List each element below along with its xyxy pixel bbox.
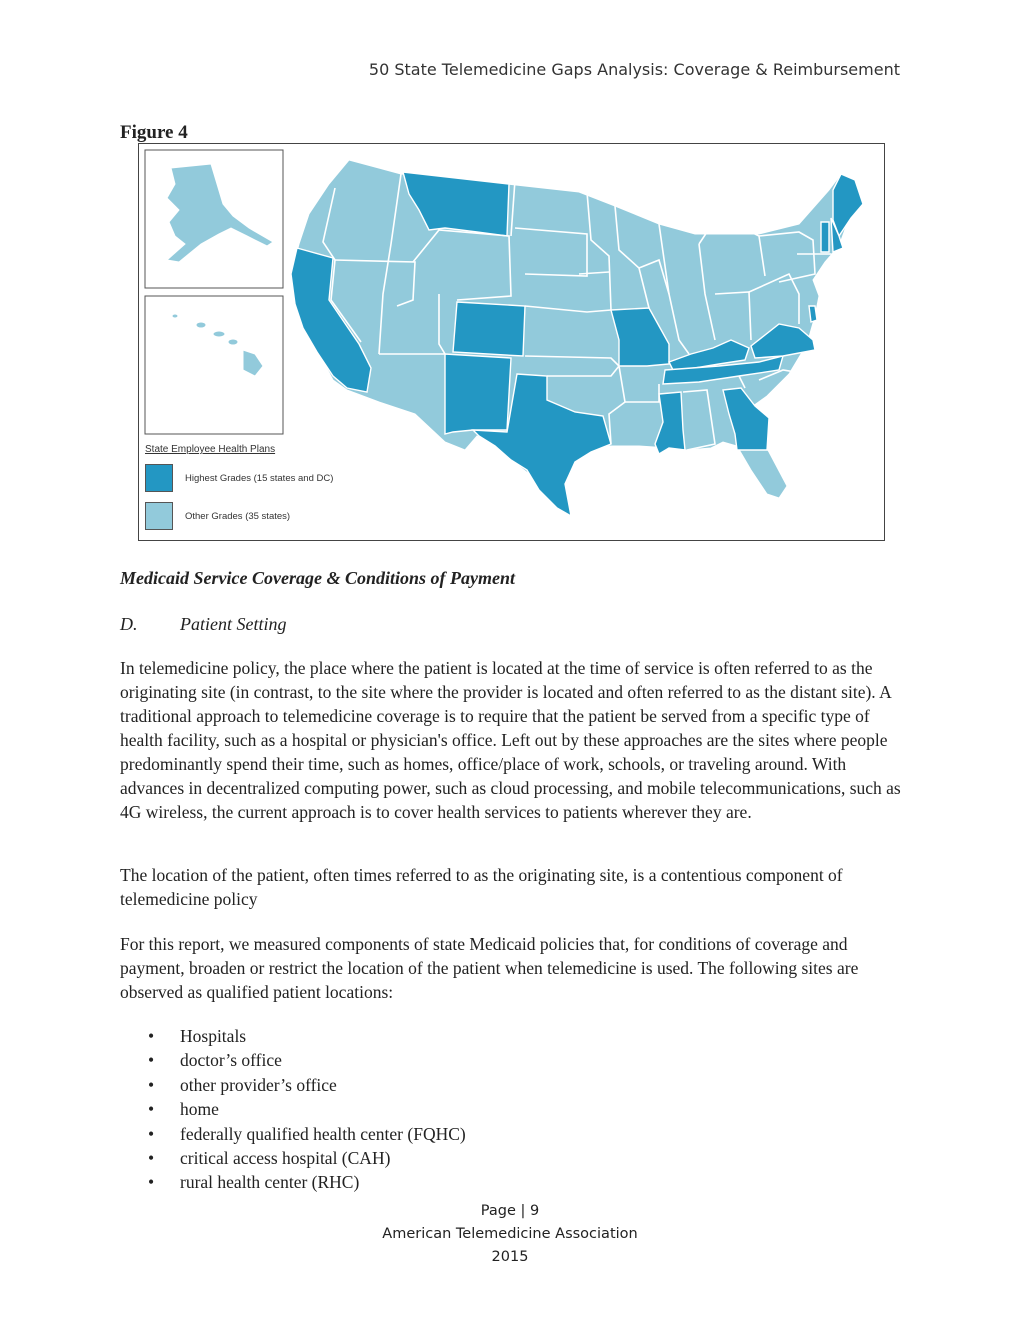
section-heading: Medicaid Service Coverage & Conditions of Payment [120,568,515,588]
map-legend [145,444,333,539]
list-item: • other provider’s office [148,1073,466,1097]
list-item: • federally qualified health center (FQHC) [148,1122,466,1146]
sub-heading [120,614,286,635]
state-new-mexico [445,354,511,434]
legend-title: State Employee Health Plans [145,444,276,455]
legend-item-other [145,501,333,531]
state-maine [833,174,863,236]
running-header: 50 State Telemedicine Gaps Analysis: Coverage & Reimbursement [368,60,900,79]
state-colorado [453,302,525,356]
footer-page-number: Page | 9 [480,1203,540,1219]
legend-label-highest: Highest Grades (15 states and DC) [185,472,334,484]
sub-heading-title: Patient Setting [180,614,287,634]
legend-label-other: Other Grades (35 states) [185,510,291,522]
list-item: • doctor’s office [148,1048,466,1072]
us-map-figure [138,143,885,541]
legend-item-highest [145,463,333,493]
state-vermont [821,222,829,252]
legend-swatch-highest [145,464,173,492]
sub-heading-letter: D. [120,614,138,634]
list-item: • rural health center (RHC) [148,1170,466,1194]
footer-organization: American Telemedicine Association [382,1226,638,1242]
list-item: • critical access hospital (CAH) [148,1146,466,1170]
paragraph-originating-site: In telemedicine policy, the place where the patient is located at the time of service is often referred to as the originating site (in contrast, to the site where the provider is located and often referred to as the distant site). A traditional approach to telemedicine coverage is to require that the patient be served from a specific type of health facility, such as a hospital or physician's office. Left out by these approaches are the sites where people predominantly spend their time, such as homes, office/place of work, schools, or traveling around. With advances in decentralized computing power, such as cloud processing, and mobile telecommunications, such as 4G wireless, the current approach is to cover health services to patients wherever they are. [120,658,901,822]
legend-swatch-other [145,502,173,530]
list-item: • home [148,1097,466,1121]
paragraph-contentious: The location of the patient, often times referred to as the originating site, is a contentious component of telemedicine policy [120,865,843,909]
figure-label: Figure 4 [120,122,188,143]
list-item: • Hospitals [148,1024,466,1048]
state-delaware [809,306,817,322]
qualified-locations-list [148,1024,466,1195]
paragraph-report-scope: For this report, we measured components of state Medicaid policies that, for conditions of coverage and payment, broaden or restrict the location of the patient when telemedicine is used. The following sites are observed as qualified patient locations: [120,934,859,1002]
footer-year: 2015 [491,1249,529,1265]
